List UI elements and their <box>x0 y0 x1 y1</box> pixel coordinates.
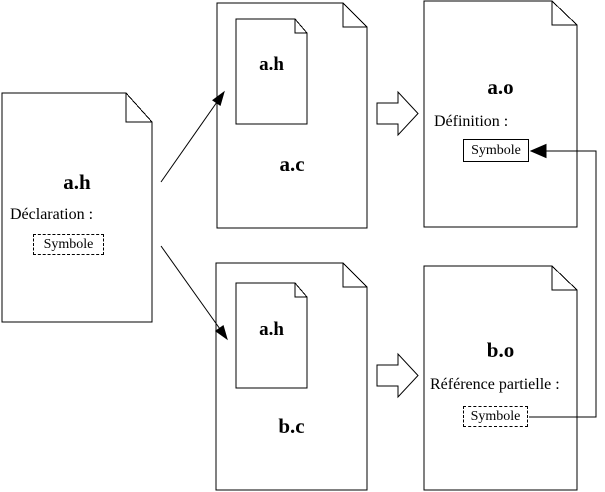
block-arrow-compile-a-icon <box>377 92 418 135</box>
document-ah-label: Déclaration : <box>10 206 94 223</box>
document-bc-include-title: a.h <box>259 319 284 340</box>
document-bo-title: b.o <box>486 338 515 362</box>
document-ac-include-title: a.h <box>259 54 284 75</box>
document-ah-symbol-box: Symbole <box>33 234 104 255</box>
document-ah-title: a.h <box>63 170 91 194</box>
document-ao-title: a.o <box>487 75 514 99</box>
document-ao-label: Définition : <box>434 113 509 130</box>
document-ao-symbol-box: Symbole <box>463 139 529 162</box>
document-bo-label: Référence partielle : <box>430 376 560 393</box>
document-bc-title: b.c <box>278 414 305 438</box>
document-bo-symbol-box: Symbole <box>463 406 528 427</box>
arrow-ah-to-ac-icon <box>161 92 224 182</box>
document-ac-title: a.c <box>279 152 305 176</box>
block-arrow-compile-b-icon <box>377 354 418 397</box>
